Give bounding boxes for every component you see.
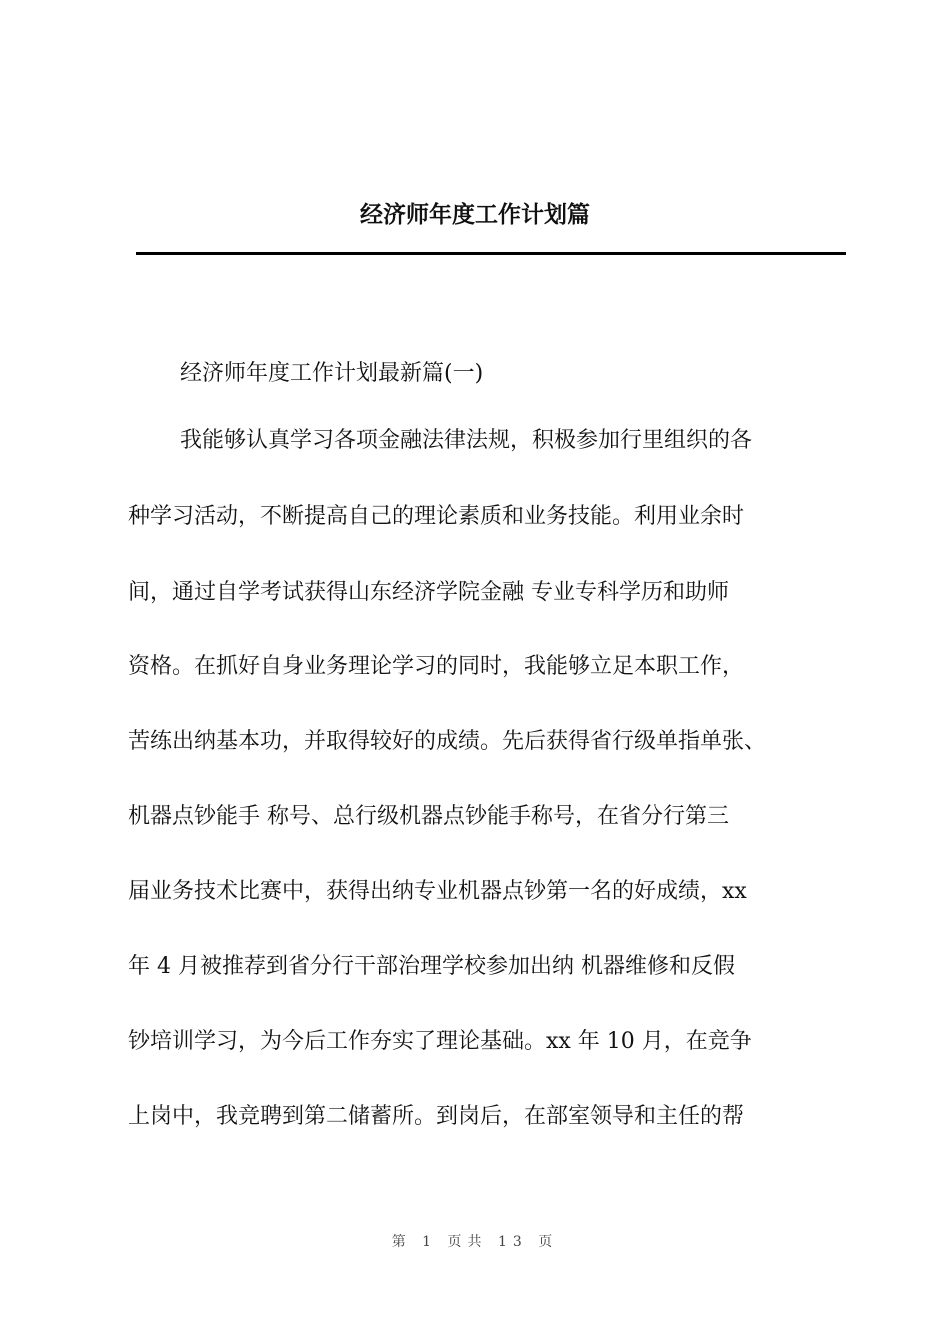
paragraph-line: 我能够认真学习各项金融法律法规，积极参加行里组织的各: [180, 428, 753, 453]
paragraph-line: 钞培训学习，为今后工作夯实了理论基础。xx 年 10 月，在竞争: [128, 1029, 752, 1054]
paragraph-line: 苦练出纳基本功，并取得较好的成绩。先后获得省行级单指单张、: [128, 729, 767, 754]
page-number-footer: 第 1 页共 13 页: [391, 1234, 559, 1250]
paragraph-line: 间，通过自学考试获得山东经济学院金融 专业专科学历和助师: [128, 580, 729, 605]
section-heading: 经济师年度工作计划最新篇(一): [180, 361, 484, 386]
paragraph-line: 资格。在抓好自身业务理论学习的同时，我能够立足本职工作，: [128, 654, 745, 679]
paragraph-line: 上岗中，我竞聘到第二储蓄所。到岗后，在部室领导和主任的帮: [128, 1104, 745, 1129]
paragraph-line: 种学习活动，不断提高自己的理论素质和业务技能。利用业余时: [128, 504, 745, 529]
document-title: 经济师年度工作计划篇: [360, 202, 590, 228]
paragraph-line: 年 4 月被推荐到省分行干部治理学校参加出纳 机器维修和反假: [128, 954, 735, 979]
paragraph-line: 届业务技术比赛中，获得出纳专业机器点钞第一名的好成绩，xx: [128, 879, 747, 904]
title-underline: [136, 252, 846, 255]
paragraph-line: 机器点钞能手 称号、总行级机器点钞能手称号，在省分行第三: [128, 804, 729, 829]
